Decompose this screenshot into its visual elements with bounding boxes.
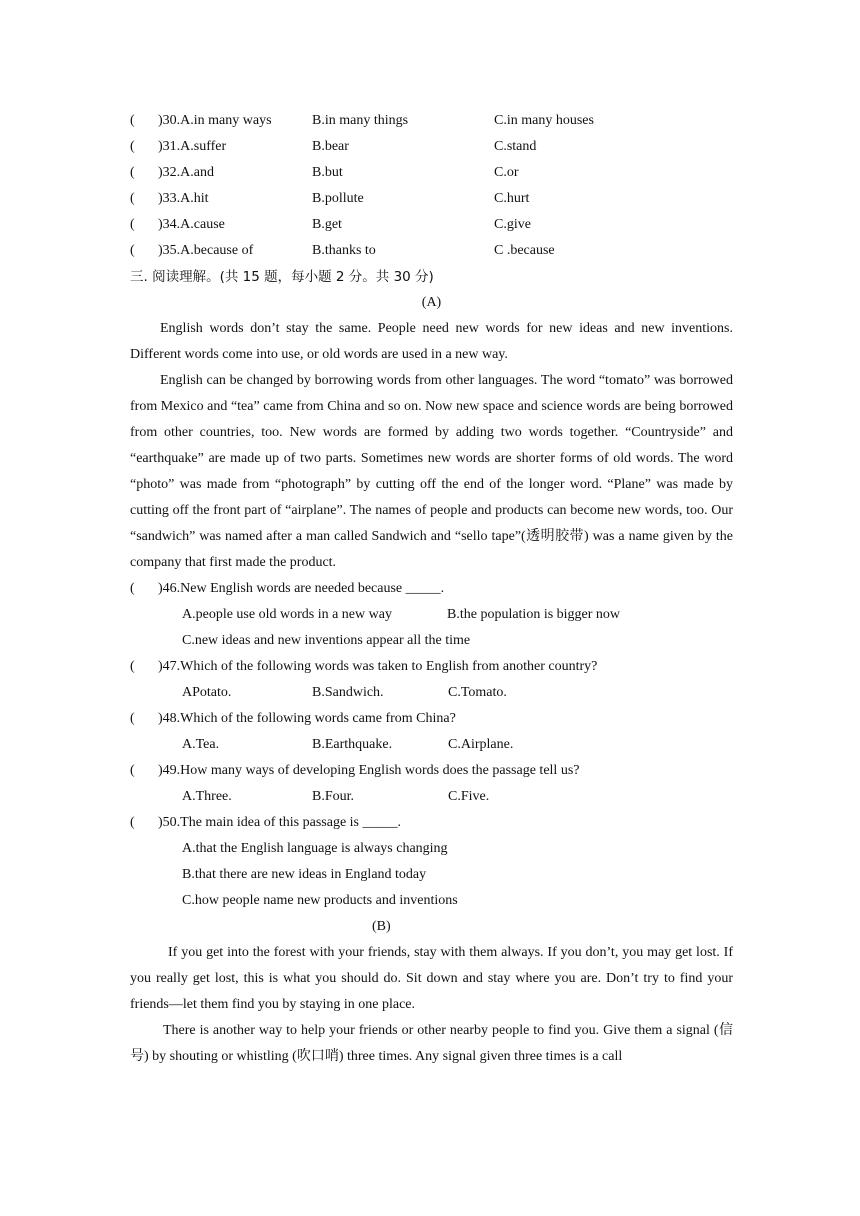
option-c: C.give [494, 217, 531, 232]
option-b: B.the population is bigger now [447, 607, 621, 622]
option-a: A.that the English language is always changing [182, 841, 448, 856]
option-b: B.pollute [312, 191, 364, 206]
option-c: C.Tomato. [448, 685, 507, 700]
option-b: B.thanks to [312, 243, 376, 258]
option-b: B.get [312, 217, 342, 232]
option-c: C.stand [494, 139, 537, 154]
option-a: A.Tea. [182, 737, 220, 752]
cloze-question-33 [130, 186, 733, 212]
question-text: )46.New English words are needed because _____. [158, 581, 445, 596]
option-c: C .because [494, 243, 555, 258]
answer-options [130, 784, 733, 810]
passage-a-label: (A) [421, 295, 442, 310]
answer-blank[interactable]: ( [130, 581, 135, 596]
answer-blank[interactable]: ( [130, 763, 135, 778]
cloze-question-31 [130, 134, 733, 160]
question-stem [130, 758, 733, 784]
answer-blank[interactable]: ( [130, 217, 135, 232]
question-stem [130, 576, 733, 602]
question-50 [130, 810, 733, 914]
option-a: )32.A.and [158, 165, 214, 180]
answer-blank[interactable]: ( [130, 139, 135, 154]
option-b: B.Earthquake. [312, 737, 393, 752]
question-stem [130, 810, 733, 836]
option-c: C.new ideas and new inventions appear all the time [182, 633, 471, 648]
question-text: )48.Which of the following words came from China? [158, 711, 456, 726]
question-text: )47.Which of the following words was taken to English from another country? [158, 659, 598, 674]
answer-options [130, 602, 733, 628]
option-c: C.or [494, 165, 519, 180]
option-a: )34.A.cause [158, 217, 225, 232]
option-a: )33.A.hit [158, 191, 209, 206]
option-b: B.Four. [312, 789, 355, 804]
option-a: )35.A.because of [158, 243, 254, 258]
answer-blank[interactable]: ( [130, 165, 135, 180]
option-b: B.Sandwich. [312, 685, 384, 700]
cloze-question-35 [130, 238, 733, 264]
answer-blank[interactable]: ( [130, 191, 135, 206]
answer-blank[interactable]: ( [130, 711, 135, 726]
cloze-question-32 [130, 160, 733, 186]
answer-blank[interactable]: ( [130, 243, 135, 258]
cloze-question-30 [130, 108, 733, 134]
option-b: B.in many things [312, 113, 409, 128]
option-b: B.that there are new ideas in England today [182, 867, 427, 882]
option-c: C.Airplane. [448, 737, 514, 752]
option-a: APotato. [182, 685, 232, 700]
option-c: C.hurt [494, 191, 530, 206]
passage-b-paragraph-1: If you get into the forest with your friends, stay with them always. If you don’t, you may get lost. If you really get lost, this is what you should do. Sit down and stay where you are. Don’t try to find your friends—let them find you by staying in one place. [130, 945, 733, 1012]
passage-b-label: (B) [372, 919, 391, 934]
cloze-question-34 [130, 212, 733, 238]
worksheet-content [130, 108, 733, 1070]
option-c: C.how people name new products and inventions [182, 893, 458, 908]
answer-options [130, 680, 733, 706]
question-49 [130, 758, 733, 810]
option-b: B.but [312, 165, 343, 180]
option-a: )30.A.in many ways [158, 113, 272, 128]
question-stem [130, 654, 733, 680]
question-48 [130, 706, 733, 758]
question-46 [130, 576, 733, 654]
passage-a-paragraph-2: English can be changed by borrowing words from other languages. The word “tomato” was borrowed from Mexico and “tea” came from China and so on. Now new space and science words are being borrowed from other countries, too. New words are formed by adding two words together. “Countryside” and “earthquake” are made up of two parts. Sometimes new words are shorter forms of old words. The word “photo” was made from “photograph” by cutting off the end of the longer word. “Plane” was made by cutting off the front part of “airplane”. The names of people and products can become new words, too. Our “sandwich” was named after a man called Sandwich and “sello tape”(透明胶带) was a name given by the company that first made the product. [130, 373, 733, 570]
option-a: A.people use old words in a new way [182, 607, 392, 622]
option-a: A.Three. [182, 789, 232, 804]
answer-blank[interactable]: ( [130, 113, 135, 128]
option-c: C.Five. [448, 789, 490, 804]
question-stem [130, 706, 733, 732]
option-c: C.in many houses [494, 113, 594, 128]
question-text: )49.How many ways of developing English words does the passage tell us? [158, 763, 580, 778]
passage-a-paragraph-1: English words don’t stay the same. People need new words for new ideas and new inventions. Different words come into use, or old words are used in a new way. [130, 321, 733, 362]
question-text: )50.The main idea of this passage is _____. [158, 815, 402, 830]
cloze-options [130, 108, 733, 264]
passage-b-paragraph-2: There is another way to help your friends or other nearby people to find you. Give them a signal (信号) by shouting or whistling (吹口哨) three times. Any signal given three times is a call [130, 1023, 733, 1064]
answer-blank[interactable]: ( [130, 659, 135, 674]
answer-options [130, 732, 733, 758]
question-47 [130, 654, 733, 706]
option-a: )31.A.suffer [158, 139, 227, 154]
answer-blank[interactable]: ( [130, 815, 135, 830]
section-heading: 三. 阅读理解。(共 15 题，每小题 2 分。共 30 分) [130, 269, 434, 285]
option-b: B.bear [312, 139, 349, 154]
